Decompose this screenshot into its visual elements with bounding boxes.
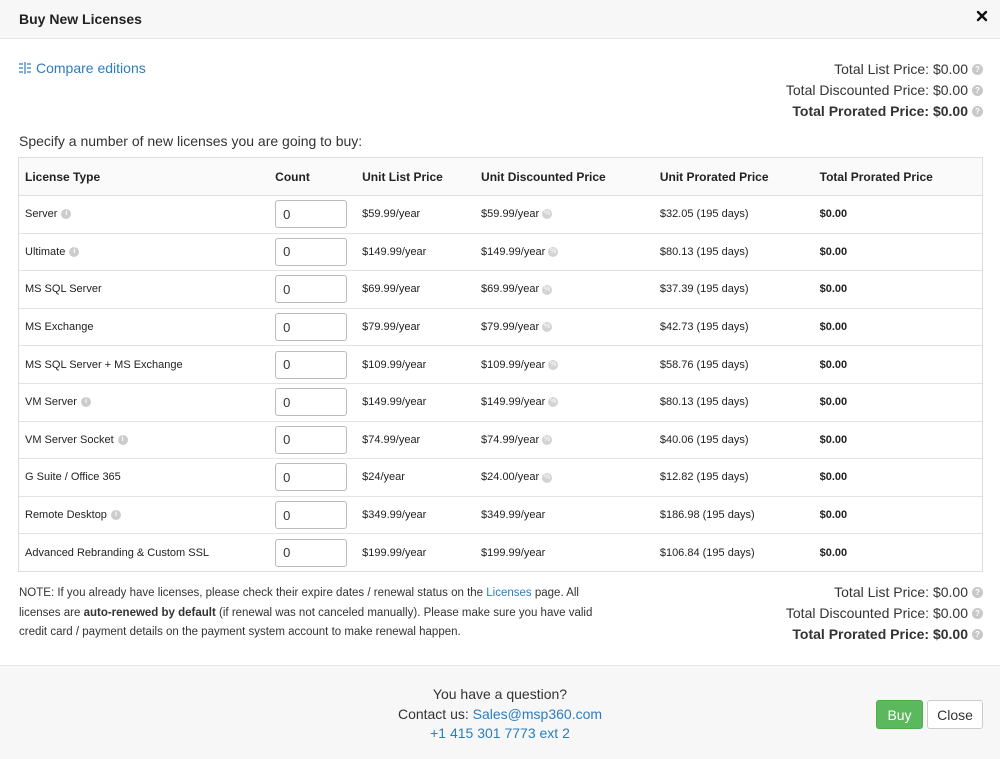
- table-row: [19, 496, 983, 534]
- unit-discounted-price: $109.99/year: [481, 358, 546, 371]
- help-icon[interactable]: ?: [972, 608, 983, 619]
- total-discounted-price: [786, 603, 983, 624]
- total-discounted-price: [786, 80, 983, 101]
- unit-list-price: $349.99/year: [356, 496, 475, 534]
- column-header-license-type: License Type: [19, 158, 270, 196]
- count-input[interactable]: [275, 275, 347, 303]
- discount-icon[interactable]: %: [544, 435, 551, 443]
- license-type-cell: [19, 308, 270, 346]
- column-header-unit-prorated-price: Unit Prorated Price: [654, 158, 814, 196]
- instruction-text: Specify a number of new licenses you are going to buy:: [19, 133, 363, 149]
- unit-discounted-price-cell: [475, 421, 654, 459]
- info-icon[interactable]: i: [118, 435, 128, 445]
- help-icon[interactable]: ?: [972, 587, 983, 598]
- total-list-price-text: Total List Price: $0.00: [834, 61, 968, 77]
- discount-icon[interactable]: %: [544, 473, 551, 481]
- license-type-cell: [19, 233, 270, 271]
- help-icon[interactable]: ?: [972, 629, 983, 640]
- unit-prorated-price: $80.13 (195 days): [654, 383, 814, 421]
- close-button[interactable]: Close: [927, 700, 983, 729]
- license-type-cell: [19, 271, 270, 309]
- unit-prorated-price: $40.06 (195 days): [654, 421, 814, 459]
- count-input[interactable]: [275, 539, 347, 567]
- contact-line: [0, 705, 1000, 725]
- licenses-link[interactable]: Licenses: [486, 587, 532, 599]
- count-cell: [269, 346, 356, 384]
- unit-discounted-price: $149.99/year: [481, 245, 546, 258]
- count-cell: [269, 196, 356, 234]
- unit-prorated-price: $106.84 (195 days): [654, 534, 814, 572]
- help-icon[interactable]: ?: [972, 64, 983, 75]
- note-emphasis: auto-renewed by default: [83, 606, 216, 619]
- table-row: [19, 383, 983, 421]
- unit-discounted-price-cell: [475, 196, 654, 234]
- unit-prorated-price: $12.82 (195 days): [654, 459, 814, 497]
- column-header-total-prorated-price: Total Prorated Price: [814, 158, 983, 196]
- count-input[interactable]: [275, 388, 347, 416]
- license-type-label: Server: [25, 208, 58, 221]
- table-row: [19, 196, 983, 234]
- license-type-cell: [19, 421, 270, 459]
- total-prorated-price-cell: $0.00: [814, 496, 983, 534]
- discount-icon[interactable]: %: [544, 323, 551, 331]
- table-header-row: [19, 158, 983, 196]
- unit-discounted-price-cell: [475, 271, 654, 309]
- help-icon[interactable]: ?: [972, 106, 983, 117]
- license-type-label: Advanced Rebranding & Custom SSL: [25, 546, 210, 559]
- unit-prorated-price: $58.76 (195 days): [654, 346, 814, 384]
- compare-icon: [18, 61, 32, 75]
- total-prorated-price-cell: $0.00: [814, 271, 983, 309]
- note-text: (if renewal was not canceled manually). Please make sure you have valid credit card / payment details on the payment system account to make renewal happen.: [19, 606, 593, 638]
- compare-editions-label: Compare editions: [36, 60, 146, 76]
- unit-discounted-price-cell: [475, 233, 654, 271]
- license-type-label: MS Exchange: [25, 321, 94, 334]
- unit-discounted-price-cell: [475, 308, 654, 346]
- unit-list-price: $69.99/year: [356, 271, 475, 309]
- unit-discounted-price: $199.99/year: [481, 546, 546, 559]
- licenses-table: [18, 157, 983, 572]
- discount-icon[interactable]: %: [544, 210, 551, 218]
- unit-discounted-price-cell: [475, 534, 654, 572]
- unit-discounted-price: $79.99/year: [481, 321, 540, 334]
- license-type-label: Ultimate: [25, 245, 66, 258]
- count-cell: [269, 271, 356, 309]
- unit-list-price: $199.99/year: [356, 534, 475, 572]
- count-cell: [269, 459, 356, 497]
- unit-prorated-price: $37.39 (195 days): [654, 271, 814, 309]
- info-icon[interactable]: i: [61, 209, 71, 219]
- total-list-price-text: Total List Price: $0.00: [834, 584, 968, 600]
- count-cell: [269, 308, 356, 346]
- total-list-price: [786, 59, 983, 80]
- unit-discounted-price: $349.99/year: [481, 509, 546, 522]
- unit-discounted-price: $59.99/year: [481, 208, 540, 221]
- phone-link[interactable]: +1 415 301 7773 ext 2: [430, 725, 570, 741]
- license-type-label: Remote Desktop: [25, 509, 107, 522]
- total-prorated-price-text: Total Prorated Price: $0.00: [792, 626, 968, 642]
- license-type-label: VM Server: [25, 396, 77, 409]
- license-type-cell: [19, 383, 270, 421]
- unit-list-price: $109.99/year: [356, 346, 475, 384]
- license-type-cell: [19, 346, 270, 384]
- license-type-label: MS SQL Server: [25, 283, 102, 296]
- info-icon[interactable]: i: [69, 247, 79, 257]
- column-header-unit-discounted-price: Unit Discounted Price: [475, 158, 654, 196]
- question-text: You have a question?: [432, 686, 568, 702]
- contact-prefix: Contact us:: [397, 705, 473, 722]
- table-row: [19, 271, 983, 309]
- table-row: [19, 459, 983, 497]
- total-prorated-price-cell: $0.00: [814, 308, 983, 346]
- note-text: page. All licenses are: [19, 587, 579, 619]
- unit-list-price: $59.99/year: [356, 196, 475, 234]
- unit-discounted-price: $24.00/year: [481, 471, 540, 484]
- dialog-header: [0, 0, 1000, 39]
- totals-summary-bottom: [786, 582, 983, 645]
- count-cell: [269, 534, 356, 572]
- count-input[interactable]: [275, 351, 347, 379]
- table-row: [19, 308, 983, 346]
- total-list-price: [786, 582, 983, 603]
- column-header-count: Count: [269, 158, 356, 196]
- unit-discounted-price: $149.99/year: [481, 396, 546, 409]
- close-icon[interactable]: [974, 8, 990, 24]
- unit-prorated-price: $186.98 (195 days): [654, 496, 814, 534]
- note-text: NOTE: If you already have licenses, please check their expire dates / renewal status on the: [19, 587, 487, 599]
- total-discounted-price-text: Total Discounted Price: $0.00: [785, 82, 968, 98]
- count-input[interactable]: [275, 238, 347, 266]
- info-icon[interactable]: i: [111, 510, 121, 520]
- discount-icon[interactable]: %: [550, 398, 557, 406]
- sales-email-link[interactable]: Sales@msp360.com: [472, 705, 603, 722]
- total-prorated-price: [786, 101, 983, 122]
- unit-prorated-price: $80.13 (195 days): [654, 233, 814, 271]
- license-type-cell: [19, 496, 270, 534]
- count-cell: [269, 421, 356, 459]
- unit-discounted-price-cell: [475, 496, 654, 534]
- total-prorated-price-cell: $0.00: [814, 383, 983, 421]
- column-header-unit-list-price: Unit List Price: [356, 158, 475, 196]
- license-type-cell: [19, 534, 270, 572]
- info-icon[interactable]: i: [81, 397, 91, 407]
- total-prorated-price-text: Total Prorated Price: $0.00: [792, 103, 968, 119]
- unit-list-price: $24/year: [356, 459, 475, 497]
- dialog-footer: [0, 665, 1000, 759]
- count-cell: [269, 383, 356, 421]
- count-input[interactable]: [275, 501, 347, 529]
- unit-list-price: $149.99/year: [356, 233, 475, 271]
- license-type-cell: [19, 459, 270, 497]
- unit-list-price: $149.99/year: [356, 383, 475, 421]
- license-type-cell: [19, 196, 270, 234]
- table-row: [19, 421, 983, 459]
- total-prorated-price-cell: $0.00: [814, 346, 983, 384]
- total-prorated-price: [786, 624, 983, 645]
- total-prorated-price-cell: $0.00: [814, 421, 983, 459]
- count-input[interactable]: [275, 200, 347, 228]
- license-type-label: MS SQL Server + MS Exchange: [25, 358, 183, 371]
- discount-icon[interactable]: %: [550, 360, 557, 368]
- unit-list-price: $74.99/year: [356, 421, 475, 459]
- table-row: [19, 346, 983, 384]
- discount-icon[interactable]: %: [550, 247, 557, 255]
- total-prorated-price-cell: $0.00: [814, 196, 983, 234]
- unit-discounted-price-cell: [475, 383, 654, 421]
- contact-info: [0, 685, 1000, 744]
- unit-prorated-price: $42.73 (195 days): [654, 308, 814, 346]
- total-prorated-price-cell: $0.00: [814, 233, 983, 271]
- unit-discounted-price: $69.99/year: [481, 283, 540, 296]
- help-icon[interactable]: ?: [972, 85, 983, 96]
- total-discounted-price-text: Total Discounted Price: $0.00: [785, 605, 968, 621]
- unit-prorated-price: $32.05 (195 days): [654, 196, 814, 234]
- count-cell: [269, 233, 356, 271]
- dialog-title: Buy New Licenses: [19, 11, 142, 27]
- unit-discounted-price-cell: [475, 346, 654, 384]
- buy-button[interactable]: Buy: [876, 700, 923, 729]
- count-input[interactable]: [275, 463, 347, 491]
- unit-list-price: $79.99/year: [356, 308, 475, 346]
- totals-summary-top: [786, 59, 983, 122]
- count-input[interactable]: [275, 313, 347, 341]
- table-row: [19, 233, 983, 271]
- table-row: [19, 534, 983, 572]
- count-input[interactable]: [275, 426, 347, 454]
- unit-discounted-price: $74.99/year: [481, 433, 540, 446]
- license-type-label: G Suite / Office 365: [25, 471, 121, 484]
- discount-icon[interactable]: %: [544, 285, 551, 293]
- license-type-label: VM Server Socket: [25, 433, 114, 446]
- unit-discounted-price-cell: [475, 459, 654, 497]
- count-cell: [269, 496, 356, 534]
- compare-editions-link[interactable]: [18, 60, 146, 76]
- total-prorated-price-cell: $0.00: [814, 534, 983, 572]
- renewal-note: [19, 584, 619, 643]
- total-prorated-price-cell: $0.00: [814, 459, 983, 497]
